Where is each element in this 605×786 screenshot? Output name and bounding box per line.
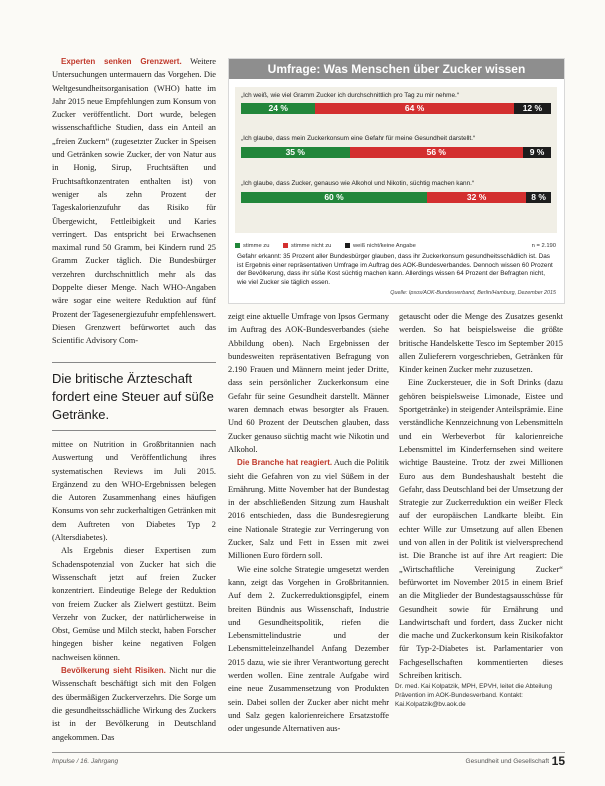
question-2-bar — [241, 147, 551, 158]
survey-title: Umfrage: Was Menschen über Zucker wissen — [229, 59, 564, 79]
paragraph-text: Auch die Politik sieht die Gefahren von zu viel Süßem in der Ernährung. Mitte November hat der Bundestag in der abschließenden Sitzung zum Haushalt 2016 entschieden, dass die Bundesregierung eine Nationale Strategie zur Verringerung von Zucker, Salz und Fett in Essen mit zwei Millionen Euro fördern soll. — [228, 458, 389, 561]
question-1-bar — [241, 103, 551, 114]
sample-size: n = 2.190 — [531, 243, 556, 249]
column-1-bottom — [52, 438, 216, 744]
paragraph-text: mittee on Nutrition in Großbritannien nach Auswertung und Veröffentlichung ihres systematischen Reviews im Juli 2015. Ergänzend zu den WHO-Ergebnissen belegen die Autoren Zusammenhang eines häufigen Konsums von sehr zuckerhaltigen Getränken mit dem Auftreten von Diabetes Typ 2 (Altersdiabetes). — [52, 440, 216, 543]
paragraph-keyword: Experten senken Grenzwert. — [61, 57, 182, 66]
page-number: 15 — [551, 754, 565, 768]
chart-caption: Gefahr erkannt: 35 Prozent aller Bundesbürger glauben, dass ihr Zuckerkonsum gesundheitsschädlich ist. Das ist Ergebnis einer repräsentativen Umfrage im Auftrag des AOK-Bundesverbandes. Dennoch wissen 60 Prozent der Bevölkerung, dass ihr süße Kost süchtig machen kann. Allerdings wissen 64 Prozent der Befragten nicht, wie viel Zucker sie täglich essen. — [237, 253, 553, 286]
author-info: Dr. med. Kai Kolpatzik, MPH, EPVH, leitet die Abteilung Prävention im AOK-Bundesverband. Kontakt: Kai.Kolpatzik@bv.aok.de — [395, 683, 552, 709]
paragraph — [228, 563, 389, 736]
question-2-text: „Ich glaube, dass mein Zuckerkonsum eine Gefahr für meine Gesundheit darstellt.“ — [241, 135, 476, 142]
footer-section: Gesundheit und Gesellschaft — [465, 758, 549, 765]
bar-segment-agree — [241, 147, 350, 158]
legend-agree: stimme zu — [235, 243, 269, 249]
bar-segment-unsure — [514, 103, 551, 114]
column-3 — [399, 310, 563, 682]
paragraph-text: Eine Zuckersteuer, die in Soft Drinks (dazu gehören beispielsweise Limonade, Eistee und Sportgetränke) in steigender Anteilsprämie. Eine verständliche Kennzeichnung von Lebensmitteln und ein Werbeverbot für kalorienreiche Lebensmittel im Kinderfernsehen sind weitere wichtige Bausteine. Trotz der zwei Millionen Euro aus dem Bundeshaushalt besteht die Gefahr, dass Deutschland bei der Umsetzung der Strategie zur Zuckerreduktion ein weißer Fleck auf der europäischen Landkarte bleibt. Ein echter Wille zur Umsetzung auf allen Ebenen und von allen in der Politik ist vielversprechend ist. Die Branche ist auf ihre Art reagiert: Die „Wirtschaftliche Vereinigung Zucker“ befürwortet im November 2015 in einem Brief an die Mitglieder der Bundestagsausschüsse für Gesundheit sowie für Ernährung und Landwirtschaft und fordert, dass Zucker nicht die mache und Zuckerkonsum kein Risikofaktor für Typ-2-Diabetes ist. Parlamentarier von Fachgesellschaften kommentierten dieses Schreiben kritisch. — [399, 378, 563, 681]
pull-quote-rule-top — [52, 362, 216, 363]
paragraph-text: Wie eine solche Strategie umgesetzt werden kann, zeigt das Vorgehen in Großbritannien. Auf dem 2. Zuckerreduktionsgipfel, einem breiten Bündnis aus Wissenschaft, Industrie und Gesundheitspolitik, riefen die Lebensmittelindustrie und der Lebensmitteleinzelhandel Anfang Dezember 2015 dazu, wie sie ihrer Verantwortung gerecht werden wollen. Eine zentrale Aufgabe wird eine neue Zusammensetzung von Produkten sein. Dabei sollen der Zucker aber nicht mehr und Salz gegen kalorienreichere Ersatzstoffe oder ungesunde Alternativen aus- — [228, 564, 389, 734]
column-1-top — [52, 55, 216, 348]
paragraph — [399, 310, 563, 376]
bar-value-label: 56 % — [426, 147, 446, 157]
paragraph — [52, 438, 216, 544]
paragraph-text: Als Ergebnis dieser Expertisen zum Schadenspotenzial von Zucker hat sich die Wissenschaft jetzt auf freien Zucker konzentriert. Eindeutige Belege der Reduktion von freiem Zucker als Zielwert gestützt. Beim Verzehr von Zucker, der natürlicherweise in Obst, Gemüse und Milch steckt, haben Forscher hingegen bisher keine negativen Folgen nachweisen können. — [52, 546, 216, 662]
footer-issue: Impulse / 16. Jahrgang — [52, 758, 119, 765]
bar-value-label: 8 % — [531, 192, 546, 202]
bar-value-label: 12 % — [522, 103, 543, 113]
legend-disagree: stimme nicht zu — [283, 243, 331, 249]
paragraph — [52, 55, 216, 348]
bar-value-label: 9 % — [529, 147, 545, 157]
paragraph-keyword: Die Branche hat reagiert. — [237, 458, 333, 468]
legend-swatch-agree — [235, 243, 240, 248]
paragraph-text: getauscht oder die Menge des Zusatzes gesenkt werden. So hat beispielsweise die größte britische Handelskette Tesco im September 2015 allen Zulieferern vorgeschrieben, Getränken für Kinder keinen Zucker mehr zuzusetzen. — [399, 312, 563, 375]
paragraph-keyword: Bevölkerung sieht Risiken. — [61, 666, 166, 676]
bar-segment-disagree — [315, 103, 513, 114]
paragraph — [228, 310, 389, 456]
page-footer — [52, 752, 565, 769]
pull-quote-rule-bottom — [52, 430, 216, 431]
bar-value-label: 60 % — [324, 192, 344, 202]
question-3-text: „Ich glaube, dass Zucker, genauso wie Alkohol und Nikotin, süchtig machen kann.“ — [241, 180, 475, 187]
bar-value-label: 64 % — [404, 103, 425, 113]
survey-chart-panel — [235, 87, 557, 233]
paragraph — [228, 456, 389, 562]
bar-segment-agree — [241, 192, 427, 203]
bar-segment-disagree — [427, 192, 526, 203]
bar-segment-unsure — [523, 147, 551, 158]
paragraph — [52, 544, 216, 664]
bar-segment-disagree — [350, 147, 524, 158]
pull-quote: Die britische Ärzteschaft fordert eine Steuer auf süße Getränke. — [52, 371, 214, 422]
paragraph — [52, 664, 216, 744]
legend-swatch-disagree — [283, 243, 288, 248]
question-1-text: „Ich weiß, wie viel Gramm Zucker ich durchschnittlich pro Tag zu mir nehme.“ — [241, 92, 459, 99]
paragraph — [399, 376, 563, 682]
bar-value-label: 35 % — [285, 147, 305, 157]
chart-source: Quelle: Ipsos/AOK-Bundesverband, Berlin/Hamburg, Dezember 2015 — [390, 290, 556, 296]
paragraph-text: zeigt eine aktuelle Umfrage von Ipsos Germany im Auftrag des AOK-Bundesverbandes (siehe Abbildung oben). Nach Ergebnissen der bundesweiten repräsentativen Befragung von 2.190 Frauen und Männern meint jeder Dritte, dass sein persönlicher Zuckerkonsum eine Gefahr für seine Gesundheit darstellt. Männer waren demnach etwas besorgter als Frauen. Und 60 Prozent der Deutschen glauben, dass Zucker genauso süchtig macht wie Nikotin und Alkohol. — [228, 312, 389, 454]
question-3-bar — [241, 192, 551, 203]
legend-unsure: weiß nicht/keine Angabe — [345, 243, 416, 249]
bar-segment-unsure — [526, 192, 551, 203]
legend-swatch-unsure — [345, 243, 350, 248]
bar-value-label: 32 % — [466, 192, 487, 202]
column-2 — [228, 310, 389, 736]
bar-segment-agree — [241, 103, 315, 114]
chart-legend — [235, 243, 428, 249]
survey-infobox — [228, 58, 565, 304]
bar-value-label: 24 % — [268, 103, 288, 113]
paragraph-text: Weitere Untersuchungen untermauern das Vorgehen. Die Weltgesundheitsorganisation (WHO) hatte im Jahr 2015 neue Empfehlungen zum Konsum von Zucker veröffentlicht. Dort wurde, belegen wissenschaftliche Studien, dass ein Anteil an „freien Zuckern“ (zugesetzter Zucker in Speisen und Getränken sowie Zucker, der von Natur aus in Honig, Sirup, Fruchtsäften und Fruchtsaftkonzentraten enthalten ist) von weniger als zehn Prozent der Tageskalorienzufuhr das Risiko für Übergewicht, Fettleibigkeit und Karies verringert. Das entspricht bei Erwachsenen maximal rund 50 Gramm, bei Kindern rund 25 Gramm Zucker täglich. Die Bundesbürger verzehren durchschnittlich mehr als das Doppelte dieser Menge. Nach WHO-Angaben wäre sogar eine weitere Reduktion auf fünf Prozent der Tagesenergiezufuhr empfehlenswert. Diesen Grenzwert befürwortet auch das Scientific Advisory Com- — [52, 57, 216, 346]
paragraph-text: Nicht nur die Wissenschaft beschäftigt sich mit den Folgen des übermäßigen Zuckerverzehrs. Die Sorge um die gesundheitsschädliche Wirkung des Zuckers ist in der Bevölkerung in Deutschland angekommen. Das — [52, 666, 216, 742]
